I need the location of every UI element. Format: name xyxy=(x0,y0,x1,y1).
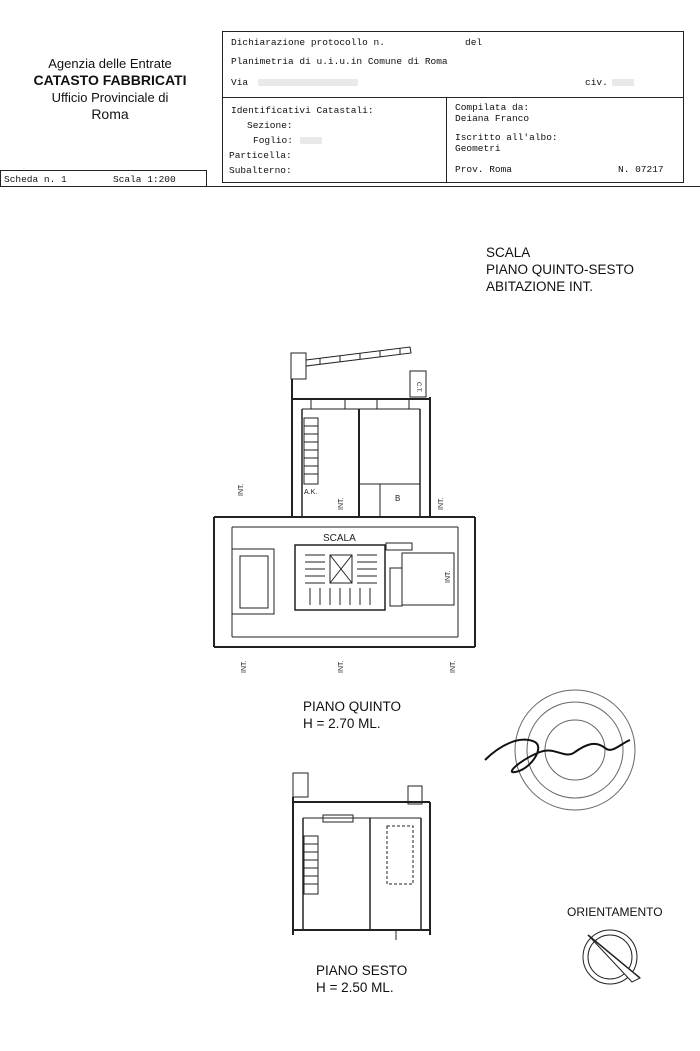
sesto-label xyxy=(316,962,407,996)
subalterno-label: Subalterno: xyxy=(229,165,292,176)
int-label: INT. xyxy=(241,660,248,673)
int-label: INT. xyxy=(450,660,457,673)
int-label: INT. xyxy=(438,497,445,510)
title-scala: SCALA xyxy=(486,245,531,260)
prov-label: Prov. Roma xyxy=(455,164,513,175)
sesto-height: H = 2.50 ML. xyxy=(316,980,394,995)
iscritto-value: Geometri xyxy=(455,143,501,154)
sesto-plan xyxy=(293,773,430,940)
compass-icon xyxy=(583,930,640,984)
quinto-name: PIANO QUINTO xyxy=(303,699,402,714)
int-label: INT. xyxy=(445,570,452,583)
planimetria-text: Planimetria di u.i.u.in Comune di Roma xyxy=(231,56,448,67)
ak-label: A.K. xyxy=(304,489,318,496)
compilata-label: Compilata da: xyxy=(455,102,530,113)
agency-name: Agenzia delle Entrate xyxy=(48,56,172,71)
foglio-label: Foglio: xyxy=(253,135,293,146)
orientamento-label: ORIENTAMENTO xyxy=(567,905,663,919)
identificativi-label: Identificativi Catastali: xyxy=(231,105,374,116)
catasto-title: CATASTO FABBRICATI xyxy=(33,72,187,89)
office-label: Ufficio Provinciale di xyxy=(51,89,169,105)
int-label: INT. xyxy=(338,660,345,673)
via-label: Via xyxy=(231,77,249,88)
signature xyxy=(485,740,630,772)
title-abitazione: ABITAZIONE INT. xyxy=(486,279,594,294)
quinto-label xyxy=(303,698,401,732)
scala-label: Scala 1:200 xyxy=(113,174,176,185)
core-scala-label: SCALA xyxy=(323,533,356,544)
title-piano: PIANO QUINTO-SESTO xyxy=(486,262,635,277)
compilata-value: Deiana Franco xyxy=(455,113,530,124)
numero-value: N. 07217 xyxy=(618,164,664,175)
iscritto-label: Iscritto all'albo: xyxy=(455,132,558,143)
del-label: del xyxy=(465,37,483,48)
int-label: INT. xyxy=(338,497,345,510)
int-label: INT. xyxy=(238,483,245,496)
office-city: Roma xyxy=(91,106,129,122)
particella-label: Particella: xyxy=(229,150,292,161)
quinto-height: H = 2.70 ML. xyxy=(303,716,381,731)
civ-label: civ. xyxy=(585,77,608,88)
geometra-stamp xyxy=(515,690,635,810)
b-label: B xyxy=(395,494,401,503)
sesto-name: PIANO SESTO xyxy=(316,963,408,978)
ct-label: C.T. xyxy=(415,382,421,393)
scheda-label: Scheda n. 1 xyxy=(4,174,67,185)
sezione-label: Sezione: xyxy=(247,120,293,131)
dichiarazione-label: Dichiarazione protocollo n. xyxy=(231,37,385,48)
